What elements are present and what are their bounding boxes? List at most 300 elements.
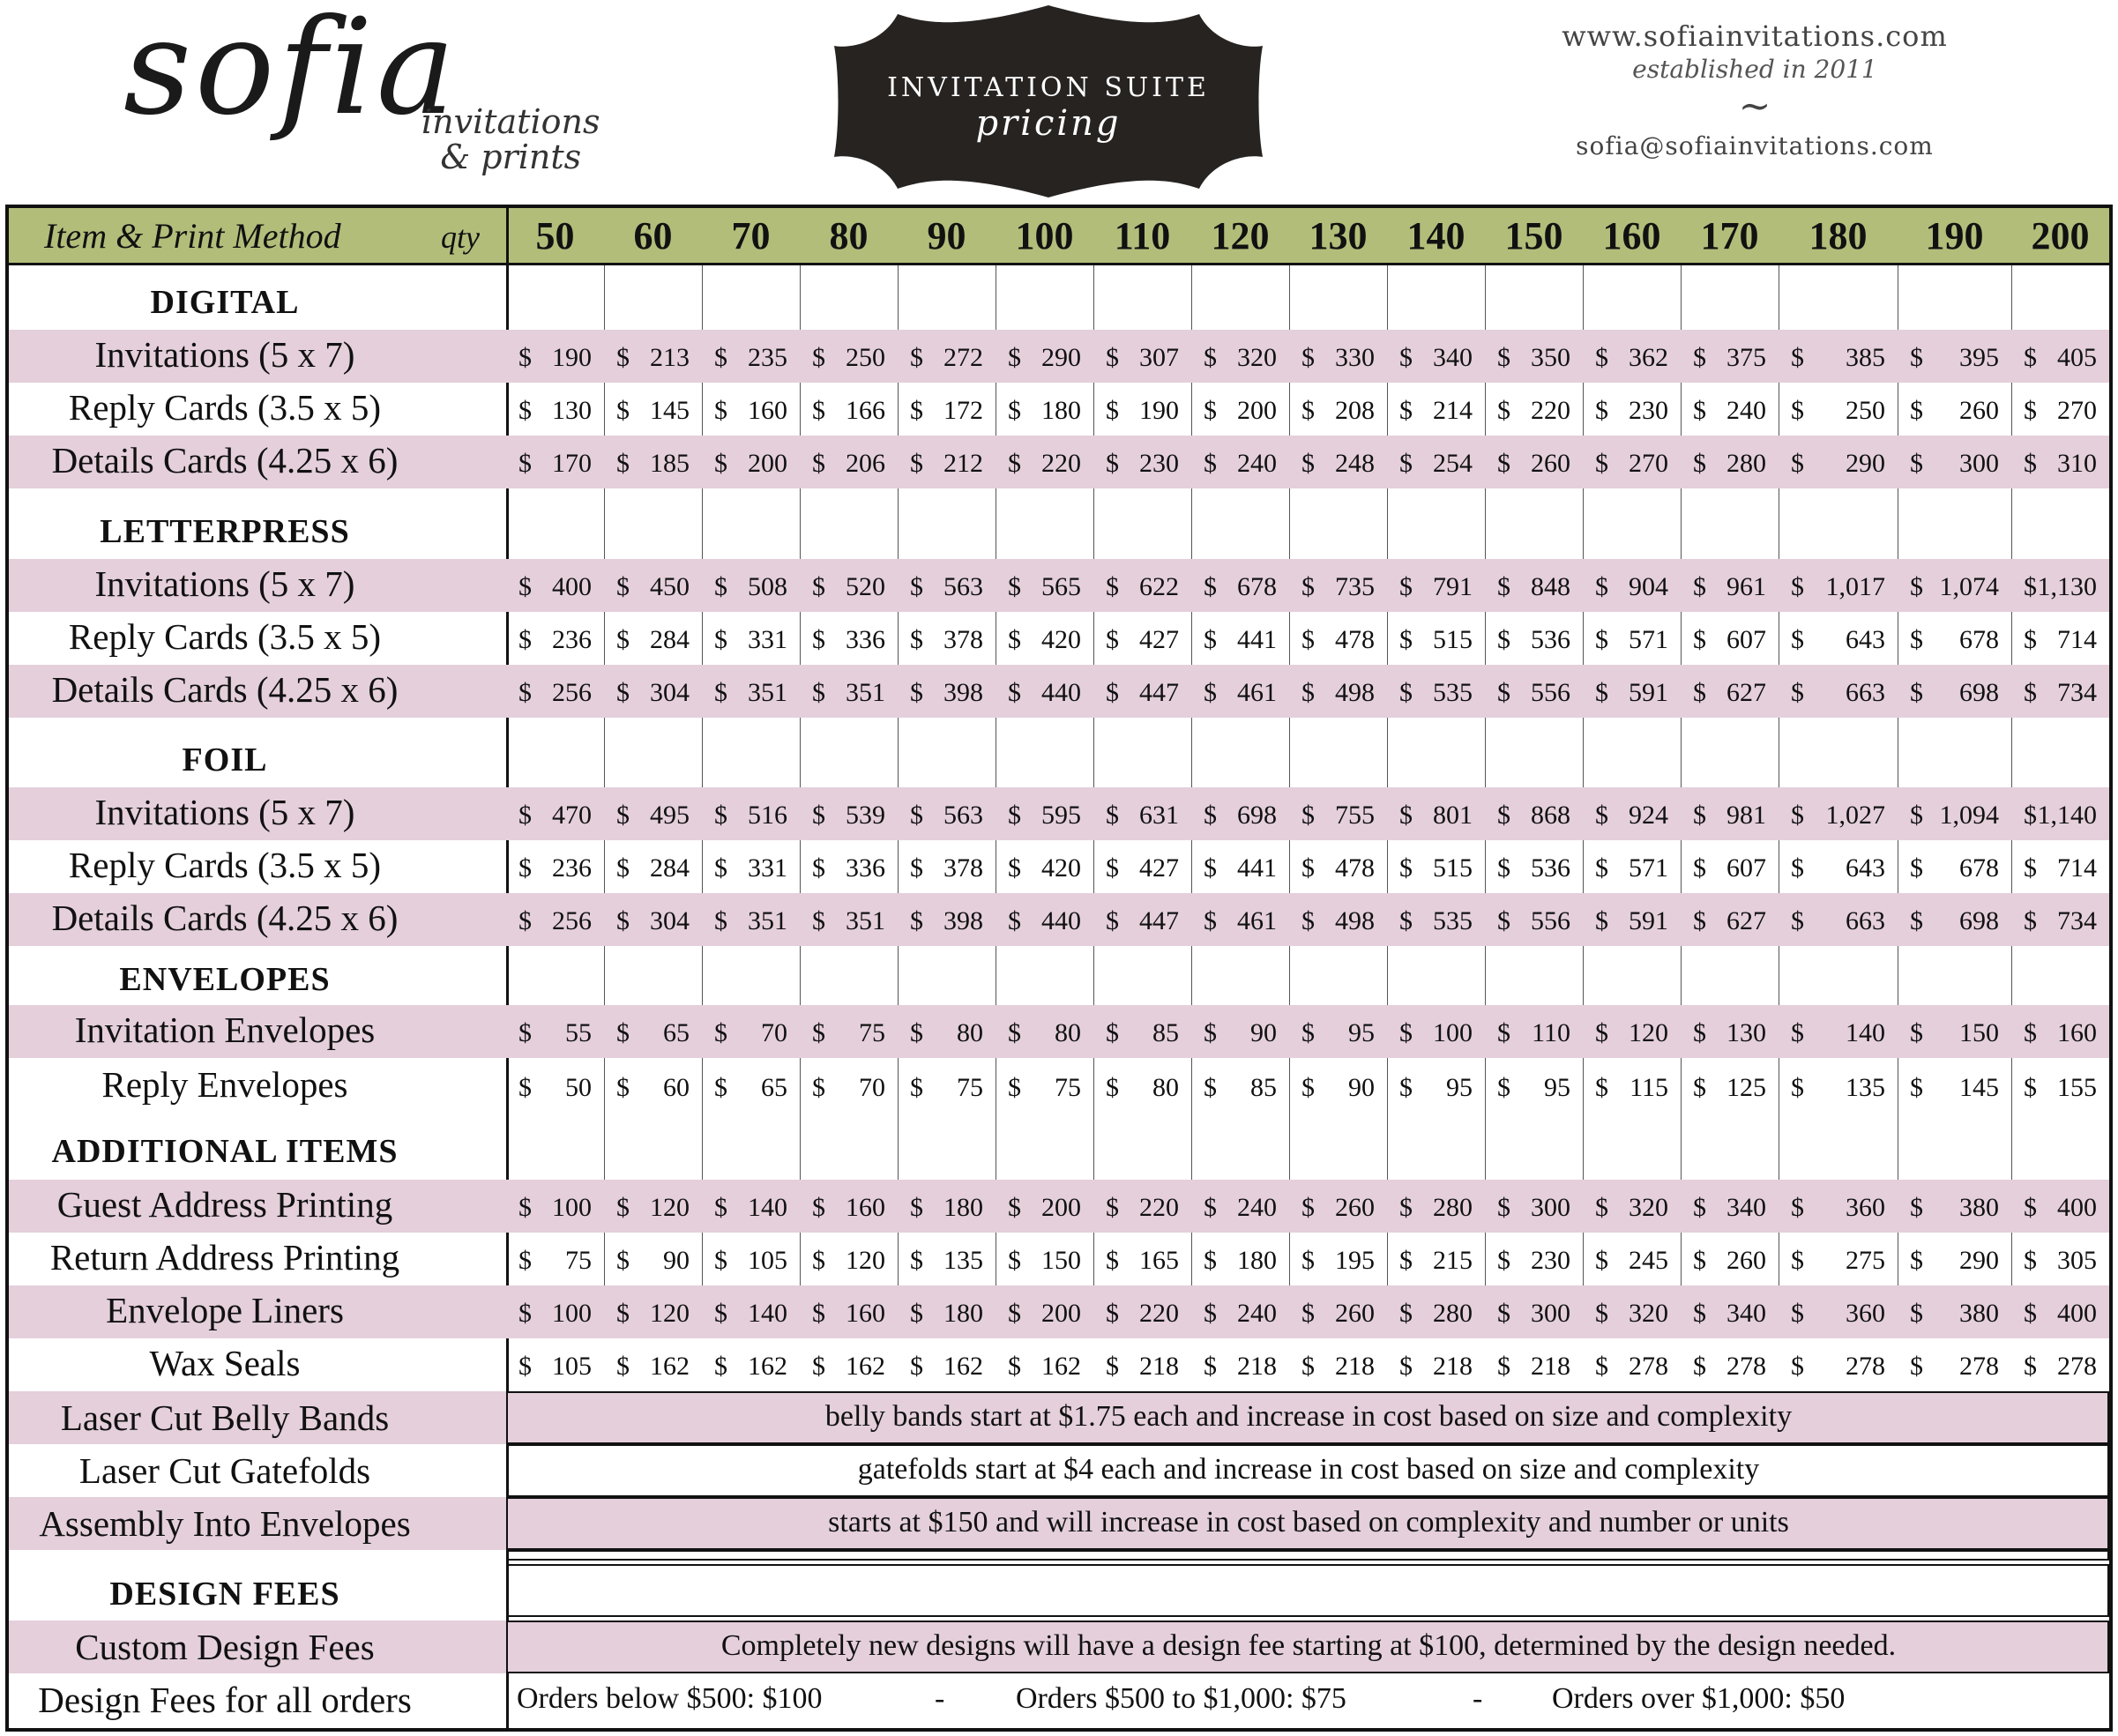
- price-value: 331: [748, 625, 787, 654]
- price-cell: [1008, 1352, 1081, 1382]
- price-value: 200: [1237, 396, 1277, 425]
- price-cell: [616, 906, 690, 936]
- row-label-d_inv: Invitations (5 x 7): [94, 334, 355, 375]
- price-cell: [1106, 1246, 1179, 1276]
- price-cell: [518, 572, 592, 602]
- price-cell: [1693, 853, 1766, 883]
- price-cell: [1301, 1352, 1375, 1382]
- item-print-method-header: Item & Print Method: [44, 216, 341, 256]
- price-value: 1,074: [1939, 572, 1999, 601]
- qty-col-200: 200: [2031, 214, 2090, 257]
- price-value: 195: [1335, 1246, 1375, 1275]
- currency-sign: $: [1791, 1193, 1804, 1222]
- currency-sign: $: [1497, 1193, 1510, 1222]
- qty-col-130: 130: [1309, 214, 1368, 257]
- price-cell: [518, 1246, 592, 1276]
- currency-sign: $: [518, 906, 532, 935]
- currency-sign: $: [1204, 1018, 1217, 1047]
- price-value: 591: [1629, 678, 1668, 707]
- currency-sign: $: [1497, 1073, 1510, 1102]
- currency-sign: $: [1595, 572, 1608, 601]
- currency-sign: $: [518, 572, 532, 601]
- currency-sign: $: [714, 449, 727, 478]
- currency-sign: $: [518, 396, 532, 425]
- price-cell: [1301, 449, 1375, 479]
- price-value: 643: [1846, 625, 1885, 654]
- price-cell: [1791, 1073, 1885, 1103]
- currency-sign: $: [714, 572, 727, 601]
- row-label-e_inv: Invitation Envelopes: [74, 1010, 376, 1050]
- price-value: 631: [1139, 801, 1179, 830]
- currency-sign: $: [1301, 396, 1315, 425]
- price-value: 378: [943, 853, 983, 883]
- currency-sign: $: [1497, 801, 1510, 830]
- currency-sign: $: [1693, 572, 1706, 601]
- price-value: 140: [748, 1193, 787, 1222]
- row-label-belly_label: Laser Cut Belly Bands: [60, 1397, 390, 1438]
- price-value: 440: [1041, 678, 1081, 707]
- currency-sign: $: [1399, 853, 1413, 883]
- price-value: 627: [1726, 678, 1766, 707]
- currency-sign: $: [1497, 853, 1510, 883]
- price-cell: [1008, 1073, 1081, 1103]
- price-cell: [1693, 1193, 1766, 1223]
- price-cell: [2024, 678, 2097, 708]
- currency-sign: $: [2024, 1352, 2037, 1381]
- section-additional: ADDITIONAL ITEMS: [51, 1133, 399, 1170]
- currency-sign: $: [1301, 343, 1315, 372]
- currency-sign: $: [1399, 1018, 1413, 1047]
- price-value: 360: [1846, 1193, 1885, 1222]
- currency-sign: $: [1693, 1073, 1706, 1102]
- price-value: 230: [1139, 449, 1179, 478]
- currency-sign: $: [1399, 625, 1413, 654]
- currency-sign: $: [1791, 801, 1804, 830]
- price-cell: [1106, 343, 1179, 373]
- price-cell: [714, 1299, 787, 1329]
- price-cell: [1910, 1193, 1999, 1223]
- price-cell: [1693, 678, 1766, 708]
- currency-sign: $: [1693, 906, 1706, 935]
- section-letterpress: LETTERPRESS: [100, 513, 350, 550]
- price-value: 80: [1152, 1073, 1179, 1102]
- price-cell: [812, 1352, 885, 1382]
- currency-sign: $: [714, 906, 727, 935]
- price-value: 245: [1629, 1246, 1668, 1275]
- price-value: 300: [1959, 449, 1999, 478]
- price-cell: [910, 1299, 983, 1329]
- currency-sign: $: [1693, 1193, 1706, 1222]
- badge-text: [827, 72, 1270, 144]
- price-cell: [1497, 1193, 1570, 1223]
- price-value: 290: [1041, 343, 1081, 372]
- price-value: 75: [565, 1246, 592, 1275]
- price-value: 180: [943, 1193, 983, 1222]
- price-value: 591: [1629, 906, 1668, 935]
- currency-sign: $: [1399, 1352, 1413, 1381]
- price-value: 400: [552, 572, 592, 601]
- currency-sign: $: [910, 678, 923, 707]
- price-cell: [1399, 801, 1473, 831]
- price-value: 516: [748, 801, 787, 830]
- price-value: 904: [1629, 572, 1668, 601]
- price-value: 280: [1726, 449, 1766, 478]
- price-cell: [616, 396, 690, 426]
- price-cell: [1106, 1073, 1179, 1103]
- website-link[interactable]: www.sofiainvitations.com: [1562, 19, 1948, 53]
- price-value: 385: [1846, 343, 1885, 372]
- price-cell: [1791, 906, 1885, 936]
- price-value: 220: [1139, 1299, 1179, 1328]
- currency-sign: $: [1595, 678, 1608, 707]
- fees-500-1000: Orders $500 to $1,000: $75: [1016, 1682, 1346, 1715]
- price-cell: [1106, 625, 1179, 655]
- price-cell: [1008, 678, 1081, 708]
- currency-sign: $: [1106, 801, 1119, 830]
- price-value: 160: [2057, 1018, 2097, 1047]
- price-cell: [518, 801, 592, 831]
- price-cell: [1910, 1246, 1999, 1276]
- price-cell: [1791, 343, 1885, 373]
- currency-sign: $: [2024, 1018, 2037, 1047]
- price-value: 350: [1531, 343, 1570, 372]
- price-cell: [1204, 1193, 1277, 1223]
- price-cell: [1910, 572, 1999, 602]
- price-value: 256: [552, 906, 592, 935]
- currency-sign: $: [1595, 853, 1608, 883]
- price-cell: [1106, 678, 1179, 708]
- price-value: 140: [748, 1299, 787, 1328]
- price-value: 535: [1433, 678, 1473, 707]
- currency-sign: $: [1693, 1018, 1706, 1047]
- price-value: 236: [552, 853, 592, 883]
- currency-sign: $: [1791, 1246, 1804, 1275]
- currency-sign: $: [1497, 1018, 1510, 1047]
- price-value: 351: [846, 906, 885, 935]
- price-cell: [812, 572, 885, 602]
- row-label-f_inv: Invitations (5 x 7): [94, 792, 355, 832]
- price-cell: [1204, 572, 1277, 602]
- price-cell: [1910, 1018, 1999, 1048]
- currency-sign: $: [1693, 1299, 1706, 1328]
- price-value: 254: [1433, 449, 1473, 478]
- price-value: 200: [1041, 1299, 1081, 1328]
- price-value: 398: [943, 678, 983, 707]
- price-value: 663: [1846, 906, 1885, 935]
- price-value: 427: [1139, 625, 1179, 654]
- currency-sign: $: [2024, 1246, 2037, 1275]
- currency-sign: $: [616, 449, 630, 478]
- price-cell: [616, 801, 690, 831]
- price-value: 140: [1846, 1018, 1885, 1047]
- price-cell: [1595, 853, 1668, 883]
- currency-sign: $: [910, 1073, 923, 1102]
- currency-sign: $: [1008, 1018, 1021, 1047]
- price-value: 50: [565, 1073, 592, 1102]
- email-link[interactable]: sofia@sofiainvitations.com: [1576, 131, 1934, 160]
- price-cell: [812, 906, 885, 936]
- price-cell: [2024, 343, 2097, 373]
- price-value: 320: [1237, 343, 1277, 372]
- price-value: 755: [1335, 801, 1375, 830]
- currency-sign: $: [1791, 625, 1804, 654]
- price-value: 172: [943, 396, 983, 425]
- price-cell: [910, 906, 983, 936]
- price-cell: [2024, 1018, 2097, 1048]
- price-value: 220: [1041, 449, 1081, 478]
- currency-sign: $: [1595, 1018, 1608, 1047]
- price-value: 60: [663, 1073, 690, 1102]
- price-value: 607: [1726, 853, 1766, 883]
- price-value: 441: [1237, 853, 1277, 883]
- currency-sign: $: [616, 343, 630, 372]
- section-foil: FOIL: [182, 741, 268, 779]
- price-cell: [1301, 396, 1375, 426]
- currency-sign: $: [1301, 1299, 1315, 1328]
- currency-sign: $: [1595, 449, 1608, 478]
- currency-sign: $: [1910, 1299, 1923, 1328]
- qty-col-80: 80: [829, 214, 869, 257]
- price-cell: [1204, 1246, 1277, 1276]
- price-value: 190: [1139, 396, 1179, 425]
- currency-sign: $: [1791, 1018, 1804, 1047]
- qty-col-170: 170: [1700, 214, 1759, 257]
- currency-sign: $: [1301, 572, 1315, 601]
- currency-sign: $: [616, 625, 630, 654]
- price-cell: [1204, 1352, 1277, 1382]
- price-value: 105: [552, 1352, 592, 1381]
- price-cell: [1595, 678, 1668, 708]
- price-value: 95: [1446, 1073, 1473, 1102]
- price-cell: [1301, 343, 1375, 373]
- price-cell: [1910, 449, 1999, 479]
- price-cell: [1693, 449, 1766, 479]
- price-cell: [1497, 801, 1570, 831]
- price-cell: [910, 625, 983, 655]
- currency-sign: $: [1791, 906, 1804, 935]
- price-cell: [1791, 853, 1885, 883]
- price-value: 278: [1629, 1352, 1668, 1381]
- currency-sign: $: [1910, 343, 1923, 372]
- price-cell: [616, 1073, 690, 1103]
- currency-sign: $: [1693, 853, 1706, 883]
- currency-sign: $: [812, 449, 825, 478]
- price-value: 498: [1335, 678, 1375, 707]
- price-cell: [616, 1018, 690, 1048]
- price-value: 678: [1959, 853, 1999, 883]
- currency-sign: $: [1497, 625, 1510, 654]
- currency-sign: $: [812, 1246, 825, 1275]
- price-cell: [714, 1193, 787, 1223]
- price-value: 220: [1531, 396, 1570, 425]
- currency-sign: $: [1399, 801, 1413, 830]
- price-value: 1,027: [1825, 801, 1885, 830]
- price-cell: [1008, 1299, 1081, 1329]
- currency-sign: $: [812, 625, 825, 654]
- pricing-table: [5, 205, 2113, 1732]
- price-value: 200: [748, 449, 787, 478]
- currency-sign: $: [1204, 343, 1217, 372]
- price-cell: [812, 1299, 885, 1329]
- price-value: 120: [650, 1299, 690, 1328]
- price-value: 166: [846, 396, 885, 425]
- currency-sign: $: [812, 1018, 825, 1047]
- currency-sign: $: [616, 396, 630, 425]
- qty-col-140: 140: [1406, 214, 1465, 257]
- currency-sign: $: [1910, 1073, 1923, 1102]
- currency-sign: $: [1497, 1246, 1510, 1275]
- currency-sign: $: [1791, 853, 1804, 883]
- row-label-l_inv: Invitations (5 x 7): [94, 563, 355, 604]
- price-cell: [1910, 1073, 1999, 1103]
- fees-separator: -: [935, 1682, 945, 1715]
- price-cell: [1399, 396, 1473, 426]
- currency-sign: $: [1595, 1299, 1608, 1328]
- price-value: 130: [1726, 1018, 1766, 1047]
- row-label-e_reply: Reply Envelopes: [101, 1064, 348, 1105]
- price-cell: [1399, 1352, 1473, 1382]
- price-cell: [1204, 801, 1277, 831]
- price-cell: [1497, 396, 1570, 426]
- currency-sign: $: [1301, 1073, 1315, 1102]
- currency-sign: $: [1595, 625, 1608, 654]
- price-value: 180: [943, 1299, 983, 1328]
- currency-sign: $: [1301, 1193, 1315, 1222]
- currency-sign: $: [1106, 1018, 1119, 1047]
- price-value: 218: [1531, 1352, 1570, 1381]
- currency-sign: $: [2024, 449, 2037, 478]
- logo-subtitle: [421, 104, 600, 175]
- currency-sign: $: [1399, 449, 1413, 478]
- currency-sign: $: [1791, 449, 1804, 478]
- price-value: 120: [1629, 1018, 1668, 1047]
- price-cell: [1693, 906, 1766, 936]
- currency-sign: $: [714, 853, 727, 883]
- currency-sign: $: [1008, 1073, 1021, 1102]
- currency-sign: $: [1497, 343, 1510, 372]
- currency-sign: $: [1910, 449, 1923, 478]
- currency-sign: $: [1693, 678, 1706, 707]
- price-cell: [1910, 343, 1999, 373]
- price-value: 260: [1726, 1246, 1766, 1275]
- price-value: 185: [650, 449, 690, 478]
- currency-sign: $: [1204, 1193, 1217, 1222]
- price-value: 250: [1846, 396, 1885, 425]
- price-cell: [518, 1073, 592, 1103]
- price-value: 278: [1726, 1352, 1766, 1381]
- currency-sign: $: [616, 853, 630, 883]
- currency-sign: $: [1204, 678, 1217, 707]
- price-value: 160: [748, 396, 787, 425]
- currency-sign: $: [812, 1352, 825, 1381]
- currency-sign: $: [1791, 396, 1804, 425]
- currency-sign: $: [1497, 906, 1510, 935]
- currency-sign: $: [1008, 1352, 1021, 1381]
- price-value: 351: [748, 906, 787, 935]
- price-cell: [1595, 625, 1668, 655]
- price-cell: [1497, 1073, 1570, 1103]
- currency-sign: $: [1008, 572, 1021, 601]
- price-value: 801: [1433, 801, 1473, 830]
- qty-col-120: 120: [1211, 214, 1270, 257]
- price-cell: [1008, 801, 1081, 831]
- currency-sign: $: [812, 853, 825, 883]
- price-cell: [910, 853, 983, 883]
- price-cell: [910, 343, 983, 373]
- price-cell: [1106, 572, 1179, 602]
- price-cell: [518, 625, 592, 655]
- price-value: 95: [1544, 1073, 1570, 1102]
- price-cell: [2024, 1246, 2097, 1276]
- price-cell: [1497, 572, 1570, 602]
- price-cell: [1595, 801, 1668, 831]
- currency-sign: $: [1301, 625, 1315, 654]
- currency-sign: $: [2024, 1073, 2037, 1102]
- price-cell: [910, 449, 983, 479]
- price-value: 180: [1041, 396, 1081, 425]
- currency-sign: $: [616, 906, 630, 935]
- price-value: 515: [1433, 625, 1473, 654]
- currency-sign: $: [910, 906, 923, 935]
- price-cell: [1204, 343, 1277, 373]
- price-cell: [1399, 625, 1473, 655]
- price-cell: [1497, 1299, 1570, 1329]
- price-value: 256: [552, 678, 592, 707]
- price-value: 305: [2057, 1246, 2097, 1275]
- currency-sign: $: [1106, 678, 1119, 707]
- price-value: 100: [552, 1193, 592, 1222]
- price-cell: [518, 343, 592, 373]
- price-cell: [1106, 1352, 1179, 1382]
- currency-sign: $: [1595, 906, 1608, 935]
- price-value: 145: [650, 396, 690, 425]
- currency-sign: $: [518, 1299, 532, 1328]
- price-value: 284: [650, 625, 690, 654]
- price-value: 1,094: [1939, 801, 1999, 830]
- price-value: 556: [1531, 678, 1570, 707]
- price-cell: [2024, 572, 2097, 602]
- price-value: 275: [1846, 1246, 1885, 1275]
- fees-under-500: Orders below $500: $100: [517, 1682, 823, 1715]
- badge-title: INVITATION SUITE: [887, 72, 1210, 103]
- price-value: 536: [1531, 853, 1570, 883]
- currency-sign: $: [518, 1073, 532, 1102]
- price-cell: [1595, 1299, 1668, 1329]
- currency-sign: $: [1791, 343, 1804, 372]
- price-cell: [812, 449, 885, 479]
- price-cell: [1595, 1018, 1668, 1048]
- note-text-assembly_text: starts at $150 and will increase in cost based on complexity and number or units: [828, 1506, 1789, 1539]
- price-cell: [714, 1018, 787, 1048]
- price-cell: [812, 625, 885, 655]
- price-value: 478: [1335, 625, 1375, 654]
- currency-sign: $: [1910, 1018, 1923, 1047]
- price-value: 441: [1237, 625, 1277, 654]
- row-label-l_reply: Reply Cards (3.5 x 5): [68, 616, 382, 657]
- price-value: 398: [943, 906, 983, 935]
- currency-sign: $: [616, 678, 630, 707]
- price-value: 539: [846, 801, 885, 830]
- price-cell: [1399, 1073, 1473, 1103]
- currency-sign: $: [1693, 343, 1706, 372]
- table-header-row: [9, 208, 2109, 265]
- price-value: 105: [748, 1246, 787, 1275]
- currency-sign: $: [1204, 906, 1217, 935]
- sofia-logo: sofia: [123, 0, 459, 145]
- contact-block: [1499, 19, 2010, 160]
- currency-sign: $: [518, 1352, 532, 1381]
- price-cell: [616, 625, 690, 655]
